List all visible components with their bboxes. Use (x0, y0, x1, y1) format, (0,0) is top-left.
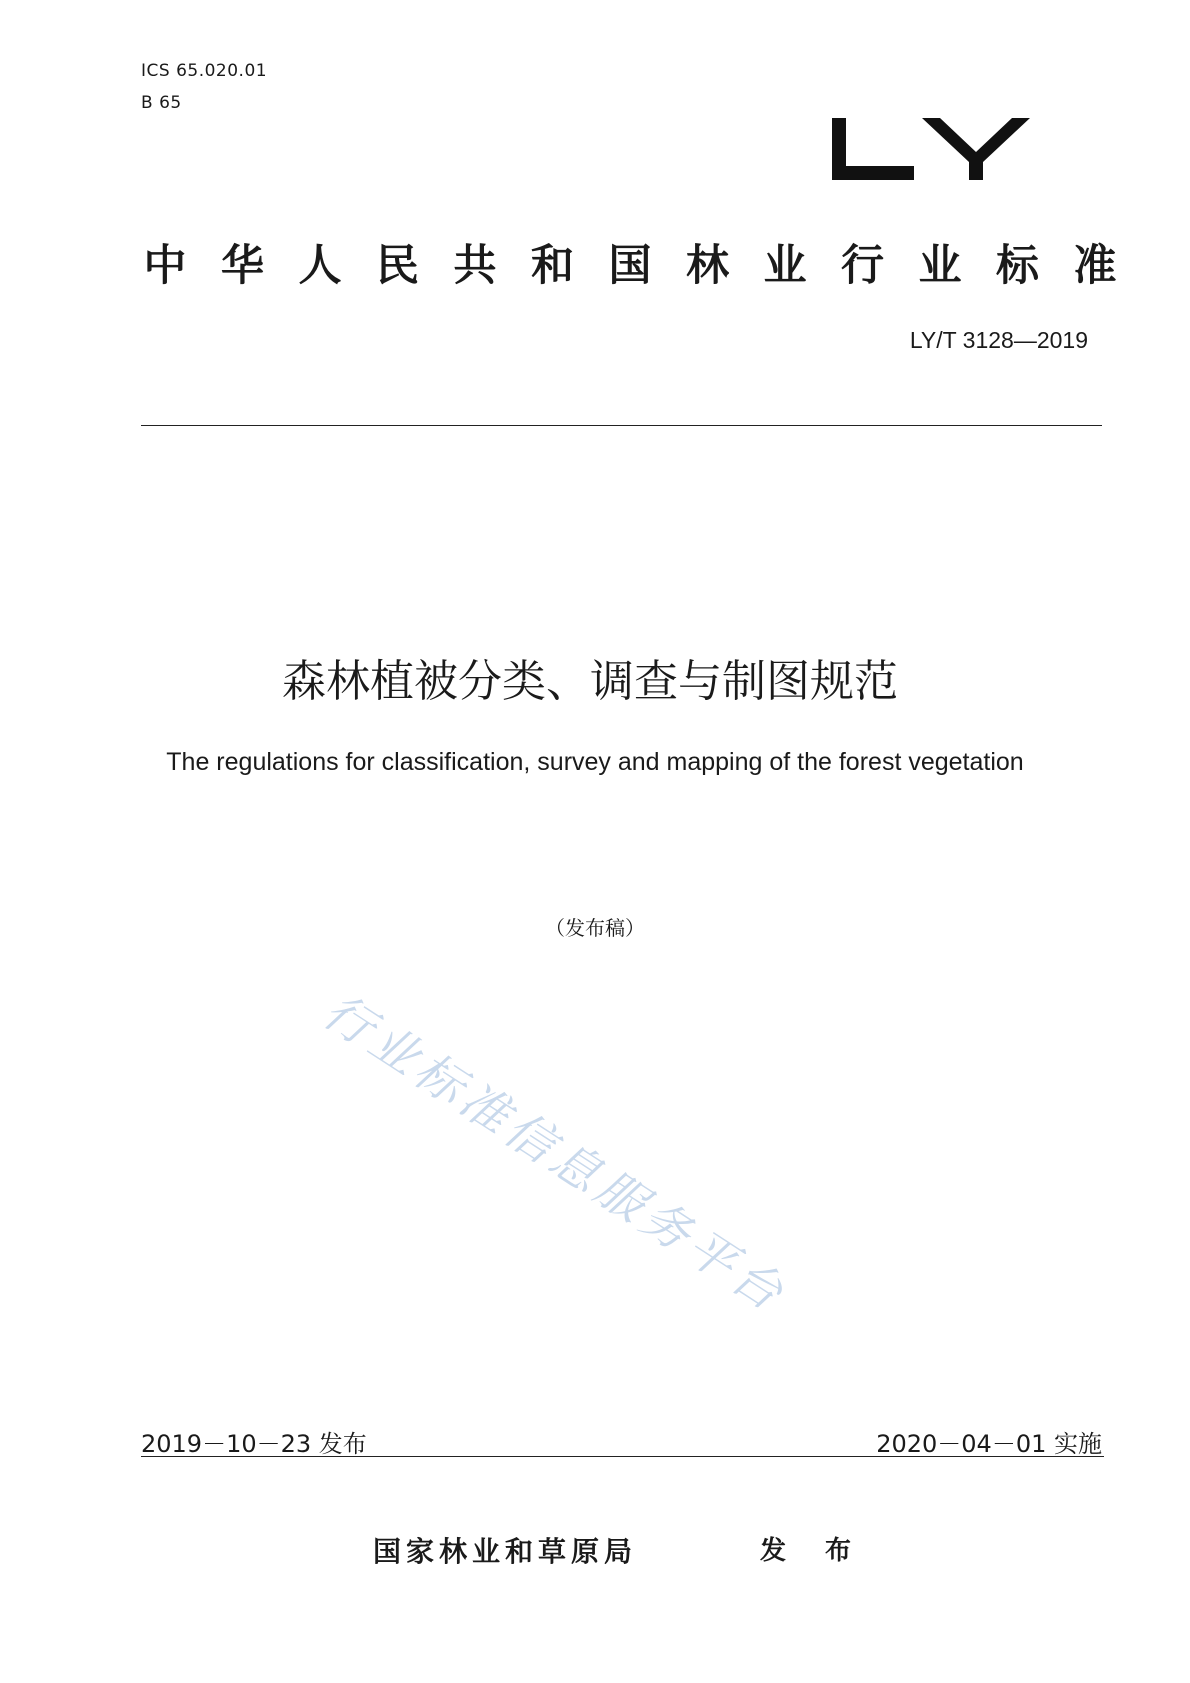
title-char: 业 (763, 241, 807, 291)
issue-date: 2019－10－23 发布 (141, 1430, 367, 1458)
standard-code: LY/T 3128—2019 (909, 327, 1088, 353)
title-char: 准 (1073, 241, 1117, 291)
title-char: 国 (608, 241, 652, 291)
document-title-cn (0, 645, 1190, 709)
footer-divider (141, 1456, 1104, 1457)
draft-note-text: （发布稿） (545, 916, 645, 940)
header-divider (141, 425, 1102, 426)
ly-logo (830, 100, 1050, 200)
ics-code: ICS 65.020.01 (141, 61, 268, 81)
implementation-date: 2020－04－01 实施 (876, 1430, 1102, 1458)
title-char: 华 (221, 241, 264, 291)
title-char: 行 (841, 241, 884, 291)
title-char: 民 (376, 241, 419, 291)
title-char: 中 (143, 241, 187, 291)
title-char: 共 (453, 241, 497, 291)
title-char: 标 (996, 241, 1039, 291)
document-title-en (0, 748, 1190, 777)
title-char: 和 (531, 241, 574, 291)
watermark (300, 980, 940, 1400)
ccs-code: B 65 (141, 93, 182, 113)
standard-type-title (140, 232, 1120, 293)
document-title-cn-text: 森林植被分类、调查与制图规范 (282, 656, 898, 707)
publish-label: 发 布 (760, 1536, 867, 1566)
watermark-text: 行业标准信息服务平台 (313, 983, 797, 1325)
document-title-en-text: The regulations for classification, survey and mapping of the forest vegetation (166, 748, 1024, 776)
title-char: 业 (918, 241, 962, 291)
title-char: 林 (686, 241, 729, 291)
draft-note (0, 912, 1190, 941)
publisher: 国家林业和草原局 (373, 1535, 638, 1568)
title-char: 人 (298, 241, 342, 291)
